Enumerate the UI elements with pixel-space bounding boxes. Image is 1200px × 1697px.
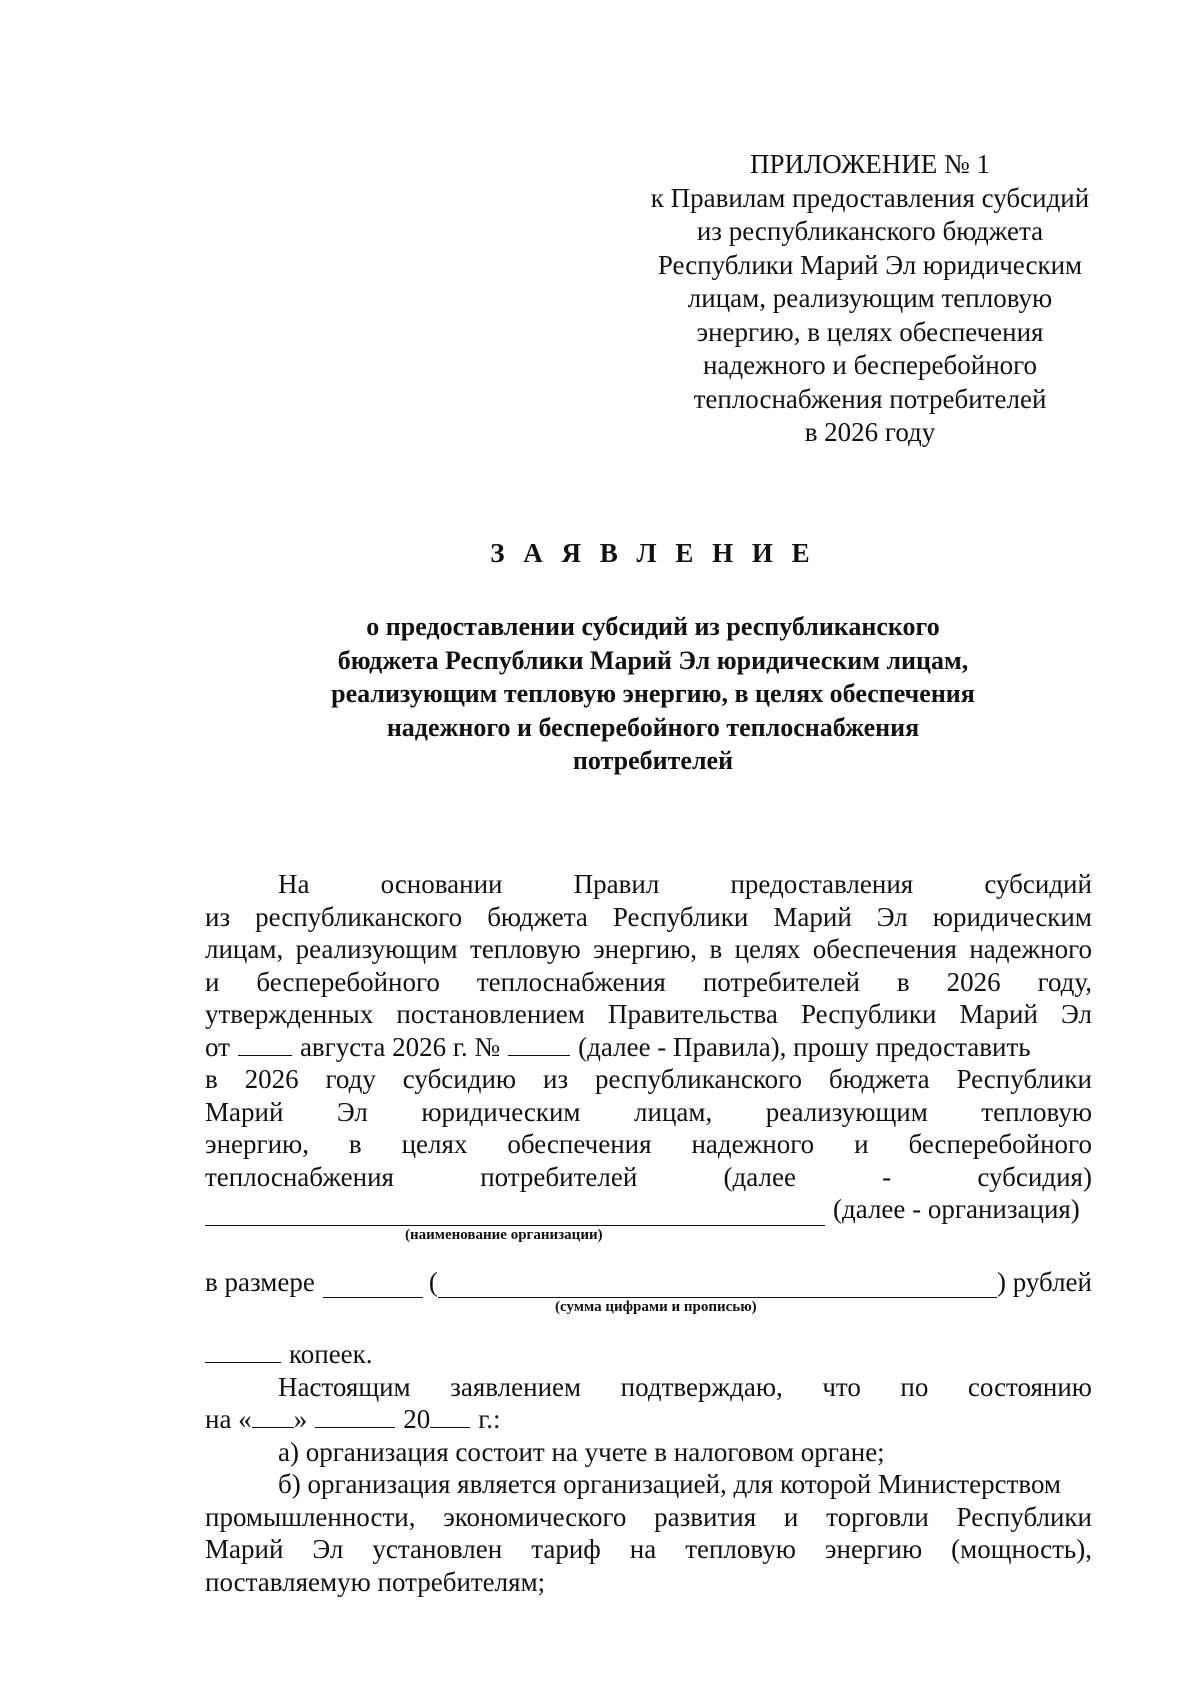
word: лицам,: [205, 934, 284, 964]
word: по: [900, 1371, 929, 1402]
word: заявлением: [450, 1371, 582, 1402]
justified-line: [205, 1501, 1092, 1534]
justified-line: [205, 1128, 1092, 1161]
word: Марий: [205, 1534, 284, 1564]
subtitle-line: потребителей: [572, 746, 734, 775]
item-a-line: [205, 1436, 1092, 1469]
word: Республики: [801, 999, 937, 1029]
word: тепловую: [981, 1096, 1092, 1127]
justified-line: [205, 1063, 1092, 1096]
word: Эл: [336, 1096, 368, 1127]
word: бюджета: [828, 1064, 930, 1094]
word: Марий: [773, 901, 852, 932]
decree-date-line: [205, 1031, 1092, 1064]
word: развития: [654, 1501, 757, 1532]
text-fragment: а) организация состоит на учете в налоговом органе;: [278, 1436, 885, 1467]
appendix-line: ПРИЛОЖЕНИЕ № 1: [749, 149, 991, 179]
word: основании: [380, 869, 503, 899]
word: теплоснабжения: [476, 966, 666, 997]
word: на: [629, 1534, 657, 1564]
subtitle-line: бюджета Республики Марий Эл юридическим лицам,: [337, 645, 969, 675]
word: реализующим: [295, 934, 458, 964]
word: году,: [1037, 966, 1092, 997]
word: надежного: [969, 934, 1092, 964]
justified-line: [205, 966, 1092, 999]
word: субсидий: [984, 869, 1092, 899]
word: целях: [401, 1129, 468, 1159]
date-line: [205, 1403, 1092, 1436]
word: утвержденных: [205, 999, 374, 1029]
word: лицам,: [634, 1096, 713, 1127]
word: Марий: [205, 1096, 284, 1127]
word: предоставления: [730, 869, 914, 899]
organization-name-field[interactable]: [205, 1201, 825, 1226]
word: -: [882, 1161, 892, 1192]
word: (далее: [723, 1161, 796, 1192]
word: энергию,: [205, 1129, 309, 1159]
word: в: [205, 1064, 218, 1094]
word: постановлением: [396, 999, 585, 1029]
word: 2026: [946, 966, 1001, 997]
word: Республики: [956, 1064, 1092, 1094]
text-fragment: августа 2026 г. №: [299, 1031, 501, 1062]
word: потребителей: [702, 966, 860, 997]
word: юридическим: [421, 1096, 581, 1127]
organization-line: [205, 1193, 1092, 1226]
item-b-last-line: [205, 1566, 1092, 1599]
word: Эл: [1061, 999, 1092, 1029]
word: году: [325, 1064, 376, 1094]
application-body: [205, 868, 1092, 1598]
word: в: [896, 966, 910, 997]
word: обеспечения: [507, 1129, 652, 1159]
word: бесперебойного: [256, 966, 440, 997]
decree-number-blank-field[interactable]: [508, 1031, 570, 1056]
subtitle-line: реализующим тепловую энергию, в целях обеспечения: [331, 679, 975, 708]
subtitle-line: о предоставлении субсидий из республиканского: [366, 612, 940, 641]
word: На: [278, 869, 310, 899]
word: энергию: [824, 1534, 923, 1564]
justified-line: [205, 901, 1092, 934]
word: тепловую: [470, 934, 581, 964]
text-fragment: (далее - Правила), прошу предоставить: [578, 1031, 1031, 1062]
appendix-line: из республиканского бюджета: [696, 216, 1044, 246]
word: бюджета: [487, 901, 588, 932]
word: Настоящим: [278, 1371, 411, 1402]
word: что: [822, 1371, 861, 1402]
word: республиканского: [595, 1064, 803, 1094]
word: субсидию: [402, 1064, 517, 1094]
word: надежного: [691, 1129, 815, 1159]
word: установлен: [372, 1534, 503, 1564]
text-fragment: 20: [403, 1404, 431, 1434]
amount-caption: (сумма цифрами и прописью): [555, 1299, 757, 1315]
word: экономического: [443, 1501, 627, 1532]
word: из: [205, 901, 231, 932]
word: Эл: [876, 901, 908, 932]
document-title: З А Я В Л Е Н И Е: [490, 538, 816, 568]
word: республиканского: [255, 901, 463, 932]
kopecks-line: [205, 1338, 1092, 1371]
text-fragment: »: [293, 1404, 308, 1434]
word: юридическим: [932, 901, 1092, 932]
word: состоянию: [967, 1371, 1092, 1402]
word: в: [709, 934, 723, 964]
date-day-field[interactable]: [252, 1403, 294, 1428]
word: Марий: [959, 999, 1038, 1029]
justified-line: [205, 1161, 1092, 1194]
appendix-line: лицам, реализующим тепловую: [687, 283, 1053, 313]
appendix-line: надежного и бесперебойного: [702, 350, 1038, 380]
word: 2026: [244, 1064, 299, 1094]
amount-digits-field[interactable]: [323, 1273, 423, 1298]
word: (мощность),: [951, 1534, 1092, 1564]
word: бесперебойного: [908, 1129, 1092, 1159]
justified-line: [205, 1371, 1092, 1404]
amount-line: [205, 1266, 1092, 1299]
text-fragment: (далее - организация): [833, 1194, 1080, 1224]
amount-words-field[interactable]: [438, 1273, 997, 1298]
text-fragment: на «: [205, 1404, 252, 1434]
justified-line: [205, 933, 1092, 966]
text-fragment: ) рублей: [996, 1266, 1092, 1297]
word: Республики: [956, 1501, 1092, 1532]
text-fragment: копеек.: [289, 1339, 373, 1369]
word: торговли: [826, 1501, 929, 1532]
justified-line: [205, 1096, 1092, 1129]
appendix-line: энергию, в целях обеспечения: [696, 316, 1044, 347]
word: тариф: [531, 1534, 601, 1564]
word: и: [783, 1501, 799, 1532]
document-subtitle: [200, 610, 1106, 778]
word: промышленности,: [205, 1501, 416, 1532]
word: из: [543, 1064, 569, 1094]
word: обеспечения: [812, 934, 957, 964]
day-blank-field[interactable]: [238, 1031, 292, 1056]
word: Республики: [612, 901, 749, 932]
text-fragment: в размере: [205, 1266, 315, 1297]
kopecks-field[interactable]: [205, 1338, 281, 1363]
word: целях: [734, 934, 801, 964]
justified-line: [205, 1533, 1092, 1566]
appendix-header: [620, 148, 1120, 450]
word: теплоснабжения: [205, 1161, 394, 1192]
word: потребителей: [480, 1161, 638, 1192]
date-month-field[interactable]: [315, 1403, 395, 1428]
word: Правил: [573, 869, 660, 899]
word: реализующим: [765, 1096, 928, 1127]
appendix-line: в 2026 году: [804, 417, 936, 447]
text-fragment: г.:: [478, 1404, 501, 1434]
text-fragment: поставляемую потребителям;: [205, 1566, 546, 1597]
word: и: [205, 966, 220, 997]
word: подтверждаю,: [620, 1371, 783, 1402]
word: тепловую: [685, 1534, 796, 1564]
justified-line: [205, 998, 1092, 1031]
appendix-line: теплоснабжения потребителей: [693, 383, 1047, 414]
text-fragment: (: [428, 1266, 438, 1297]
appendix-line: Республики Марий Эл юридическим: [657, 249, 1083, 280]
word: в: [348, 1129, 362, 1159]
text-fragment: б) организация является организацией, для которой Министерством: [278, 1469, 1062, 1499]
appendix-line: к Правилам предоставления субсидий: [650, 182, 1090, 213]
word: и: [854, 1129, 869, 1159]
organization-caption: (наименование организации): [405, 1226, 603, 1243]
text-fragment: от: [205, 1031, 230, 1062]
word: субсидия): [977, 1161, 1092, 1192]
word: Правительства: [607, 999, 778, 1029]
date-year-field[interactable]: [430, 1403, 470, 1428]
subtitle-line: надежного и бесперебойного теплоснабжения: [386, 712, 920, 742]
word: Эл: [312, 1534, 344, 1564]
word: энергию,: [593, 934, 698, 964]
justified-line: [205, 868, 1092, 901]
item-b-line: [205, 1468, 1092, 1501]
